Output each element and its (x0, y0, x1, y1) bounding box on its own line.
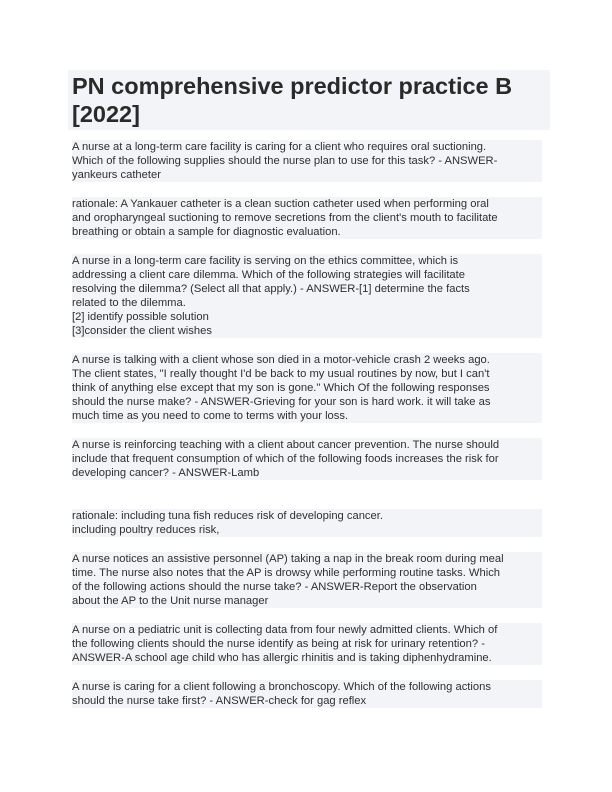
paragraph-question-5 (72, 552, 542, 608)
text-line: including poultry reduces risk, (72, 524, 220, 536)
text-line: [3]consider the client wishes (72, 325, 212, 337)
text-line: A nurse at a long-term care facility is caring for a client who requires oral suctioning. (72, 141, 487, 153)
text-line: rationale: A Yankauer catheter is a clean suction catheter used when performing oral (72, 198, 489, 210)
text-line: A nurse is caring for a client following a bronchoscopy. Which of the following actions (72, 681, 491, 693)
document-body (72, 140, 542, 723)
text-line: time. The nurse also notes that the AP is drowsy while performing routine tasks. Which (72, 567, 501, 579)
paragraph-question-1 (72, 140, 542, 182)
paragraph-question-4 (72, 438, 542, 480)
text-line: about the AP to the Unit nurse manager (72, 595, 269, 607)
text-line: resolving the dilemma? (Select all that apply.) - ANSWER-[1] determine the facts (72, 283, 470, 295)
text-line: related to the dilemma. (72, 297, 186, 309)
text-line: think of anything else except that my son is gone." Which Of the following responses (72, 382, 490, 394)
text-line: and oropharyngeal suctioning to remove secretions from the client's mouth to facilitate (72, 212, 498, 224)
text-line: Which of the following supplies should the nurse plan to use for this task? - ANSWER- (72, 155, 498, 167)
title-line-2: [2022] (72, 101, 140, 127)
title-line-1: PN comprehensive predictor practice B (72, 73, 513, 99)
text-line: A nurse is reinforcing teaching with a client about cancer prevention. The nurse should (72, 439, 500, 451)
page-title (72, 72, 546, 128)
paragraph-question-3 (72, 353, 542, 423)
text-line: should the nurse take first? - ANSWER-check for gag reflex (72, 695, 367, 707)
text-line: should the nurse make? - ANSWER-Grieving for your son is hard work. it will take as (72, 396, 491, 408)
text-line: the following clients should the nurse identify as being at risk for urinary retention? - (72, 638, 485, 650)
text-line: ANSWER-A school age child who has allergic rhinitis and is taking diphenhydramine. (72, 652, 492, 664)
paragraph-question-6 (72, 623, 542, 665)
text-line: rationale: including tuna fish reduces risk of developing cancer. (72, 510, 383, 522)
text-line: breathing or obtain a sample for diagnostic evaluation. (72, 226, 341, 238)
title-block (68, 70, 550, 130)
text-line: of the following actions should the nurse take? - ANSWER-Report the observation (72, 581, 477, 593)
text-line: addressing a client care dilemma. Which of the following strategies will facilitate (72, 269, 465, 281)
text-line: developing cancer? - ANSWER-Lamb (72, 467, 260, 479)
text-line: much time as you need to come to terms with your loss. (72, 410, 349, 422)
text-line: include that frequent consumption of which of the following foods increases the risk for (72, 453, 499, 465)
text-line: [2] identify possible solution (72, 311, 209, 323)
paragraph-question-7 (72, 680, 542, 708)
text-line: yankeurs catheter (72, 169, 161, 181)
text-line: A nurse on a pediatric unit is collecting data from four newly admitted clients. Which of (72, 624, 498, 636)
paragraph-rationale-1 (72, 197, 542, 239)
text-line: A nurse is talking with a client whose son died in a motor-vehicle crash 2 weeks ago. (72, 354, 490, 366)
text-line: The client states, "I really thought I'd be back to my usual routines by now, but I can't (72, 368, 490, 380)
text-line: A nurse notices an assistive personnel (AP) taking a nap in the break room during meal (72, 553, 504, 565)
paragraph-question-2 (72, 254, 542, 338)
paragraph-rationale-2 (72, 509, 542, 537)
text-line: A nurse in a long-term care facility is serving on the ethics committee, which is (72, 255, 459, 267)
